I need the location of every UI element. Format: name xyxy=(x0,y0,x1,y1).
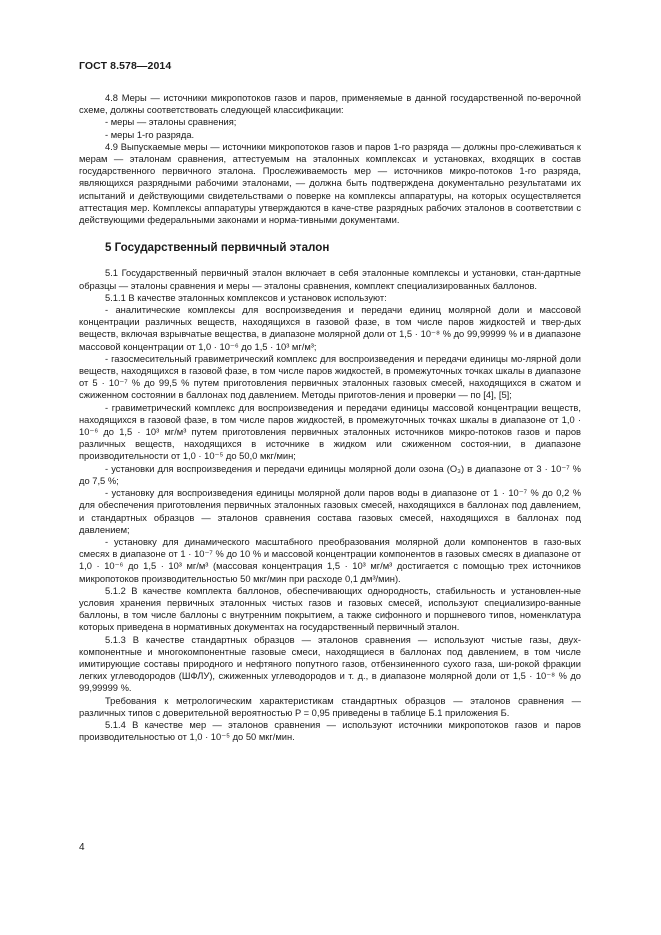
document-header: ГОСТ 8.578—2014 xyxy=(79,60,172,72)
paragraph: 5.1 Государственный первичный эталон включает в себя эталонные комплексы и установки, стан-дартные образцы — эталоны сравнения и меры — эталоны сравнения, комплект специализированных баллонов. xyxy=(79,268,581,291)
list-item: - газосмесительный гравиметрический комплекс для воспроизведения и передачи единицы мо-лярной доли веществ, находящихся в газовой фазе, в том числе паров жидкостей, в промежуточных точках шкалы в диапазоне от 5 · 10⁻⁷ % до 99,5 % путем приготовления первичных эталонных газовых смесей, находящихся в сжатом и сжиженном состоянии в баллонах под давлением. Методы приготов-ления и проверки — по [4], [5]; xyxy=(79,353,581,401)
paragraph: 4.9 Выпускаемые меры — источники микропотоков газов и паров 1-го разряда — должны про-слеживаться к мерам — эталонам сравнения, аттестуемым на эталонных комплексах и установках, входящих в состав государственного первичного эталона. Прослеживаемость мер — источников микро-потоков 1-го разряда, являющихся разрядными рабочими эталонами, — должна быть подтверждена документально результатами их испытаний и действующими свидетельствами о поверке на комплексы аппаратуры, на которых осуществляется аттестация мер. Комплексы аппаратуры утверждаются в каче-стве разрядных рабочих эталонов в соответствии с действующими федеральными законами и норма-тивными документами. xyxy=(79,141,581,226)
paragraph: 5.1.2 В качестве комплекта баллонов, обеспечивающих однородность, стабильность и установлен-ные условия хранения первичных эталонных чистых газов и газовых смесей, используют специализиро-ванные баллоны, в том числе баллоны с внутренним покрытием, а также сифонного и поршневого типов, номенклатура которых приведена в нормативных документах на государственный первичный эталон. xyxy=(79,585,581,633)
list-item: - установки для воспроизведения и передачи единицы молярной доли озона (O₃) в диапазоне от 3 · 10⁻⁷ % до 7,5 %; xyxy=(79,463,581,486)
page-number: 4 xyxy=(79,842,85,853)
section-title: 5 Государственный первичный эталон xyxy=(105,241,330,255)
list-item: - установку для динамического масштабного преобразования молярной доли компонентов в газо-вых смесях в диапазоне от 1 · 10⁻⁷ % до 10 % и массовой концентрации компонентов в газовых смесях в диапазоне от 1,0 · 10⁻⁶ до 1,5 · 10³ мг/м³ (массовая концентрация 1,5 · 10³ мг/м³ достигается с помощью трех источников микропотоков производительностью 50 мкг/мин при расходе 0,1 дм³/мин). xyxy=(79,536,581,584)
list-item: - гравиметрический комплекс для воспроизведения и передачи единицы массовой концентрации веществ, находящихся в газовой фазе, в том числе паров жидкостей, в промежуточных точках шкалы в диапазоне от 1,0 · 10⁻⁶ до 1,5 · 10³ мг/м³ путем приготовления первичных эталонных источников микро-потоков газов и паров различных веществ, находящихся в источнике в жидком или сжиженном состоя-нии, в диапазоне производительности от 1,0 · 10⁻⁵ до 50,0 мкг/мин; xyxy=(79,402,581,462)
page-body xyxy=(79,92,581,743)
paragraph: 5.1.4 В качестве мер — эталонов сравнения — используют источники микропотоков газов и паров производительностью от 1,0 · 10⁻⁵ до 50 мкг/мин. xyxy=(79,719,581,743)
list-item: - меры — эталоны сравнения; xyxy=(105,117,237,128)
list-item: - установку для воспроизведения единицы молярной доли паров воды в диапазоне от 1 · 10⁻⁷ % до 0,2 % для обеспечения приготовления первичных эталонных газовых смесей, находящихся в баллонах под давлением, и стандартных образцов — эталонов сравнения состава газовых смесей, находящихся в баллонах под давлением; xyxy=(79,488,581,535)
paragraph: 4.8 Меры — источники микропотоков газов и паров, применяемые в данной государственной по-верочной схеме, должны соответствовать следующей классификации: xyxy=(79,93,581,116)
paragraph: Требования к метрологическим характеристикам стандартных образцов — эталонов сравнения — различных типов с доверительной вероятностью P = 0,95 приведены в таблице Б.1 приложения Б. xyxy=(79,695,581,718)
list-item: - аналитические комплексы для воспроизведения и передачи единиц молярной доли и массовой концентрации различных веществ, находящихся в газовой фазе, в том числе паров жидкостей и твер-дых веществ, включая взрывчатые вещества, в диапазоне молярной доли от 1,5 · 10⁻⁸ % до 99,99999 % и в диапазоне массовой концентрации от 1,0 · 10⁻⁶ до 1,5 · 10³ мг/м³; xyxy=(79,305,581,352)
list-item: - меры 1-го разряда. xyxy=(105,129,195,140)
paragraph: 5.1.3 В качестве стандартных образцов — эталонов сравнения — используют чистые газы, двух-компонентные и многокомпонентные газовые смеси, находящиеся в баллонах под давлением, в том числе имитирующие составы природного и нефтяного попутного газов, отбензиненного сухого газа, ши-рокой фракции легких углеводородов (ШФЛУ), сжиженных углеводородов и т. д., в диапазоне молярной доли от 1,5 · 10⁻⁸ % до 99,99999 %. xyxy=(79,634,581,694)
paragraph: 5.1.1 В качестве эталонных комплексов и установок используют: xyxy=(105,292,387,303)
